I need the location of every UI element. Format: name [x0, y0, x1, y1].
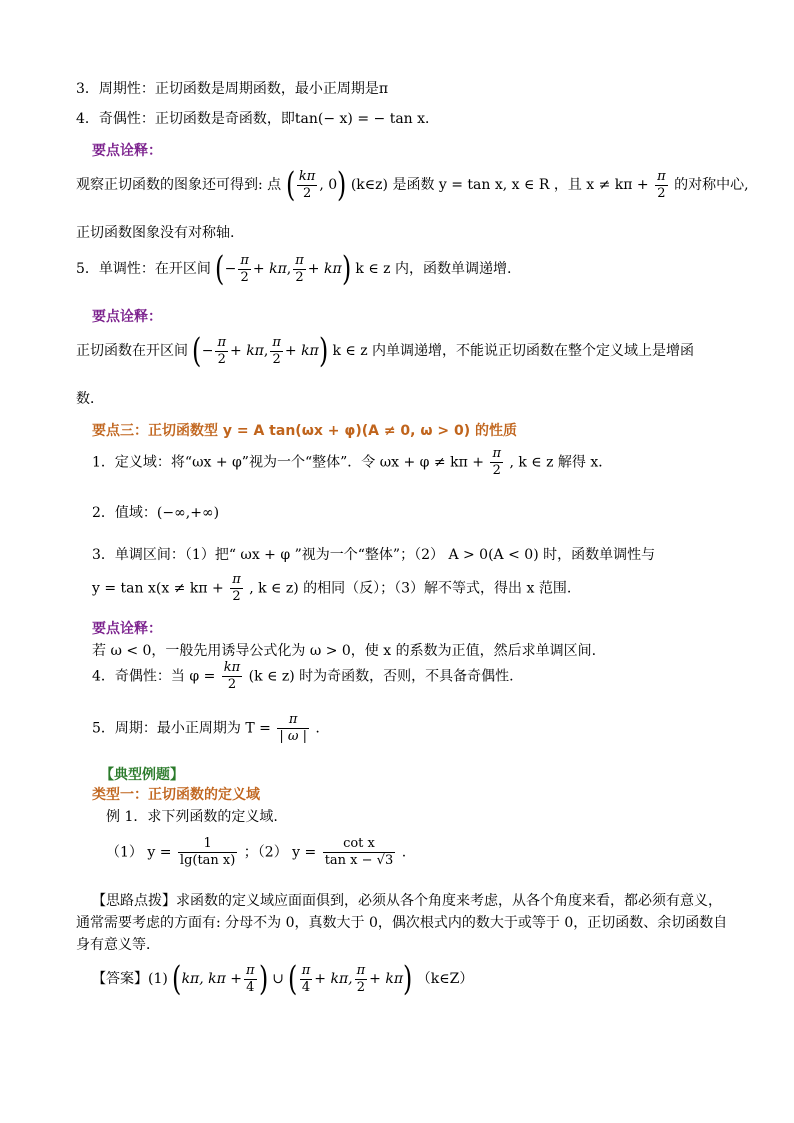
frac-pi-2: $\frac{\pi}{2}$: [657, 168, 666, 201]
note-heading-3: 要点诠释：: [92, 621, 162, 637]
no-axis-line: 正切函数图象没有对称轴.: [76, 225, 235, 241]
period-line: 3．周期性：正切函数是周期函数，最小正周期是π: [76, 81, 389, 97]
range-line: 2．值域：(−∞,+∞): [92, 505, 220, 521]
interval-cont-line: y = tan x(x ≠ kπ + $\frac{\pi}{2}$ , k ∈ z) 的相同（反）；（3）解不等式，得出 x 范围.: [92, 572, 572, 604]
hint-line-1: 【思路点拨】求函数的定义域应面面俱到，必须从各个角度来考虑，从各个角度来看，都必须有意义，: [92, 893, 722, 909]
period-formula-line: 5．周期：最小正周期为 T = $\frac{\pi}{| \omega |}$ .: [92, 712, 320, 744]
hint-line-2: 通常需要考虑的方面有: 分母不为 0，真数大于 0，偶次根式内的数大于或等于 0，正切函数、余切函数自: [76, 915, 728, 931]
domain-line: 1．定义域：将“ωx + φ”视为一个“整体”．令 ωx + φ ≠ kπ + $\frac{\pi}{2}$ , k ∈ z 解得 x．: [92, 446, 613, 478]
example-1-line: 例 1．求下列函数的定义域.: [106, 809, 278, 825]
hint-line-3: 身有意义等．: [76, 937, 160, 953]
example-formulas-line: （1） y = $\frac{1}{\text{lg(tan x)}}$ ；（2） y = $\frac{\text{cot x}}{\text{tan x − √3}}$ .: [106, 836, 407, 868]
continuation-line: 数．: [76, 391, 104, 407]
type-one-heading: 类型一：正切函数的定义域: [92, 787, 260, 803]
examples-heading: 【典型例题】: [100, 767, 184, 783]
answer-line: 【答案】(1) (kπ, kπ + $\frac{\pi}{4}$ ) ∪ ( $\frac{\pi}{4}$ + kπ, $\frac{\pi}{2}$ + kπ) （k∈Z）: [92, 959, 474, 999]
note-heading-2: 要点诠释：: [92, 309, 162, 325]
interval-line: 3．单调区间：（1）把“ ωx + φ ”视为一个“整体”；（2） A > 0(A < 0) 时，函数单调性与: [92, 547, 656, 563]
note-heading-1: 要点诠释：: [92, 143, 162, 159]
frac-kpi-2: $\frac{k\pi}{2}$: [298, 168, 316, 201]
odd-function-line: 4．奇偶性：当 φ = $\frac{k\pi}{2}$ (k ∈ z) 时为奇函数，否则，不具备奇偶性.: [92, 660, 514, 692]
section-heading-3: 要点三：正切函数型 y = A tan(ωx + φ)(A ≠ 0, ω > 0) 的性质: [92, 423, 518, 439]
symmetry-line: 观察正切函数的图象还可得到: 点 ( $\frac{k\pi}{2}$ , 0) (k∈z) 是函数 y = tan x, x ∈ R ，且 x ≠ kπ + $\frac{\pi}{2}$ 的对称中心,: [76, 165, 749, 205]
monotonic-line: 5．单调性：在开区间 (− $\frac{\pi}{2}$ + kπ, $\frac{\pi}{2}$ + kπ) k ∈ z 内，函数单调递增.: [76, 249, 512, 289]
parity-line: 4．奇偶性：正切函数是奇函数，即tan(− x) = − tan x．: [76, 111, 440, 127]
omega-note-line: 若 ω < 0，一般先用诱导公式化为 ω > 0，使 x 的系数为正值，然后求单调区间.: [92, 643, 597, 659]
monotonic-note-line: 正切函数在开区间 (− $\frac{\pi}{2}$ + kπ, $\frac{\pi}{2}$ + kπ) k ∈ z 内单调递增，不能说正切函数在整个定义域上是增函: [76, 331, 695, 371]
